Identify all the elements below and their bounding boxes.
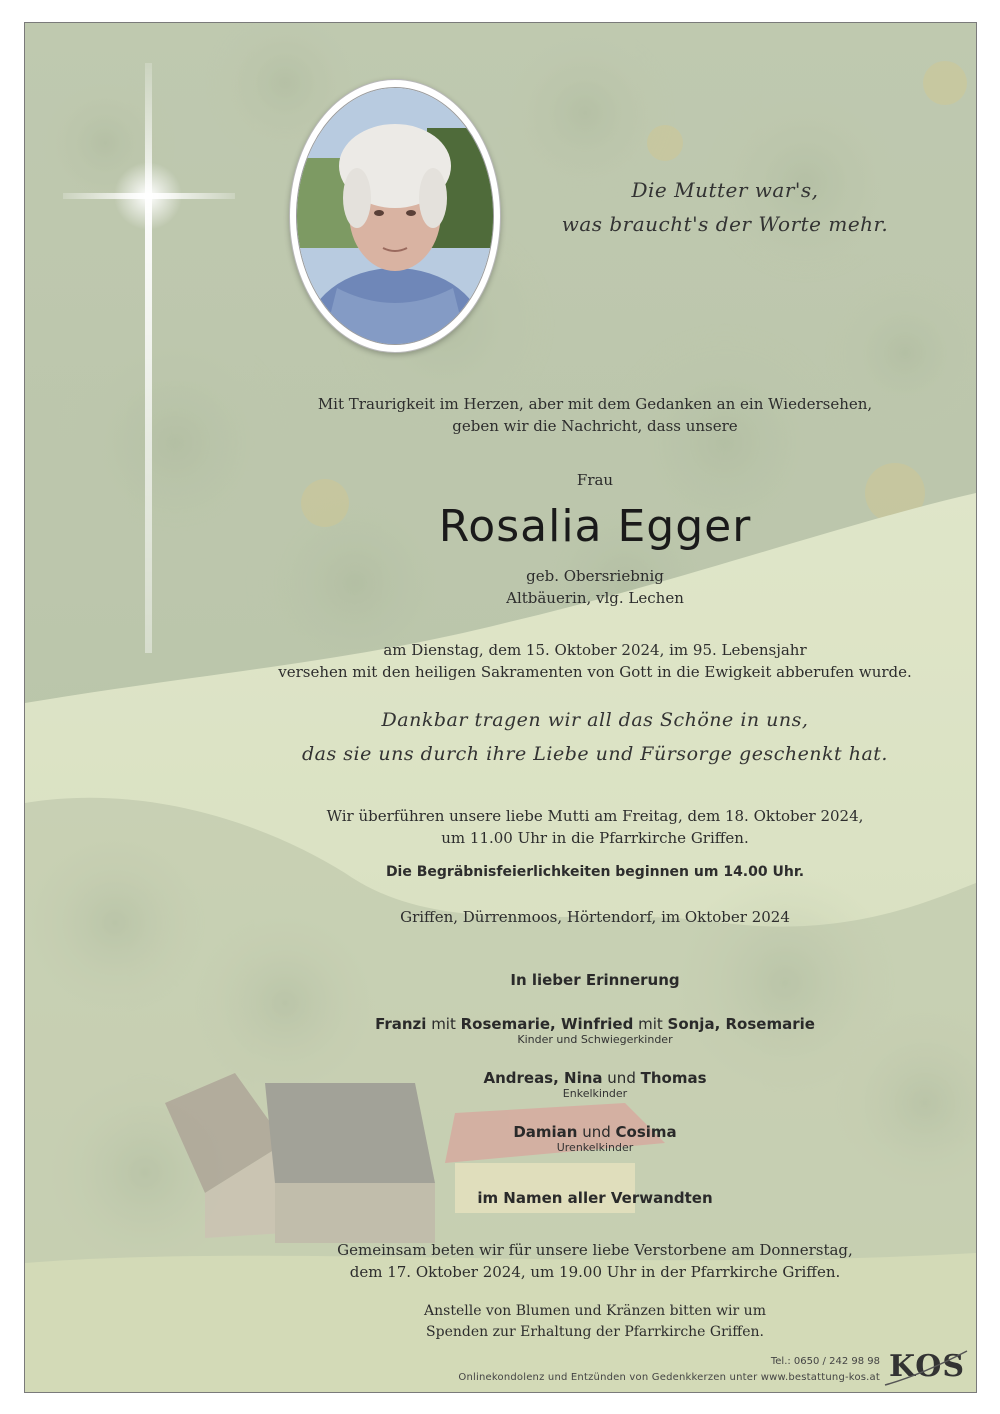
memory-heading: In lieber Erinnerung	[510, 971, 680, 989]
prayer-text	[250, 1239, 940, 1283]
transfer-line1: Wir überführen unsere liebe Mutti am Freitag, dem 18. Oktober 2024,	[326, 807, 864, 825]
relatives-line: im Namen aller Verwandten	[477, 1189, 713, 1207]
salutation: Frau	[576, 471, 614, 489]
grandchildren-name-1: Andreas, Nina	[483, 1069, 603, 1087]
deceased-description: Altbäuerin, vlg. Lechen	[506, 589, 684, 607]
death-line2: versehen mit den heiligen Sakramenten von Gott in die Ewigkeit abberufen wurde.	[278, 663, 912, 681]
intro-line1: Mit Traurigkeit im Herzen, aber mit dem Gedanken an ein Wiedersehen,	[317, 395, 873, 413]
footer-phone: Tel.: 0650 / 242 98 98	[770, 1356, 880, 1367]
children-name-1: Franzi	[375, 1015, 427, 1033]
children-name-3: Sonja, Rosemarie	[667, 1015, 815, 1033]
donation-line2: Spenden zur Erhaltung der Pfarrkirche Griffen.	[426, 1324, 764, 1340]
great-grandchildren-label: Urenkelkinder	[556, 1141, 634, 1154]
intro-line2: geben wir die Nachricht, dass unsere	[452, 417, 738, 435]
death-text	[250, 639, 940, 683]
children-label: Kinder und Schwiegerkinder	[517, 1033, 673, 1046]
children-name-2: Rosemarie, Winfried	[460, 1015, 634, 1033]
deceased-name: Rosalia Egger	[438, 501, 752, 552]
mourners-grandchildren	[270, 1069, 920, 1100]
donation-text	[270, 1301, 920, 1343]
quote-middle-line1: Dankbar tragen wir all das Schöne in uns,	[381, 709, 809, 731]
obituary-card	[24, 22, 977, 1393]
transfer-line2: um 11.00 Uhr in die Pfarrkirche Griffen.	[441, 829, 749, 847]
portrait-photo	[296, 87, 494, 345]
birth-name: geb. Obersriebnig	[526, 567, 664, 585]
children-connector-2: mit	[633, 1015, 668, 1033]
prayer-line1: Gemeinsam beten wir für unsere liebe Verstorbene am Donnerstag,	[337, 1241, 853, 1259]
footer-condolence: Onlinekondolenz und Entzünden von Gedenkkerzen unter www.bestattung-kos.at	[458, 1372, 880, 1383]
grandchildren-name-2: Thomas	[640, 1069, 707, 1087]
mourners-great-grandchildren	[270, 1123, 920, 1154]
kos-logo: KOS	[889, 1349, 966, 1384]
great-grandchildren-connector: und	[577, 1123, 616, 1141]
great-grandchildren-name-1: Damian	[513, 1123, 578, 1141]
quote-middle-line2: das sie uns durch ihre Liebe und Fürsorge geschenkt hat.	[302, 743, 888, 765]
quote-top	[530, 173, 920, 241]
death-line1: am Dienstag, dem 15. Oktober 2024, im 95. Lebensjahr	[383, 641, 807, 659]
quote-top-line1: Die Mutter war's,	[631, 178, 819, 202]
children-connector-1: mit	[426, 1015, 461, 1033]
grandchildren-connector: und	[602, 1069, 641, 1087]
donation-line1: Anstelle von Blumen und Kränzen bitten wir um	[424, 1303, 766, 1319]
prayer-line2: dem 17. Oktober 2024, um 19.00 Uhr in der Pfarrkirche Griffen.	[349, 1263, 841, 1281]
quote-top-line2: was braucht's der Worte mehr.	[561, 212, 889, 236]
funeral-time: Die Begräbnisfeierlichkeiten beginnen um 14.00 Uhr.	[385, 864, 805, 880]
grandchildren-label: Enkelkinder	[562, 1087, 628, 1100]
quote-middle	[270, 703, 920, 771]
place-date: Griffen, Dürrenmoos, Hörtendorf, im Oktober 2024	[400, 908, 790, 926]
deceased-details	[345, 565, 845, 609]
transfer-text	[270, 805, 920, 849]
great-grandchildren-name-2: Cosima	[615, 1123, 677, 1141]
kos-logo-swirl	[881, 1345, 971, 1389]
intro-text	[270, 393, 920, 437]
cross-icon	[53, 63, 243, 653]
mourners-children	[270, 1015, 920, 1046]
